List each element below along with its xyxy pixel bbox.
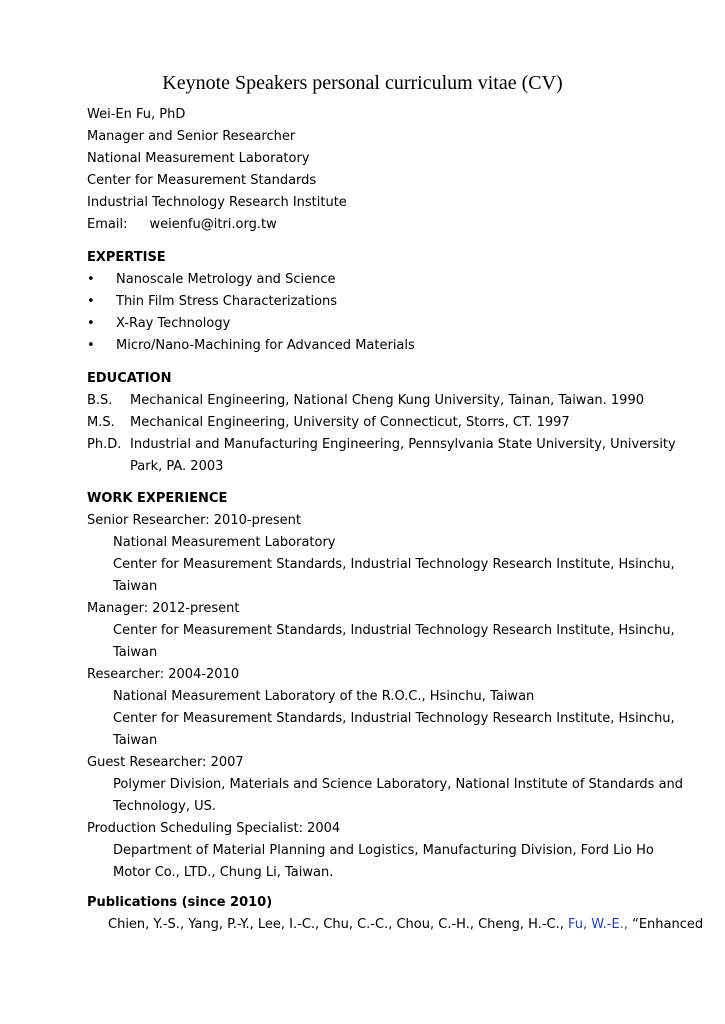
- job-detail: National Measurement Laboratory: [113, 535, 336, 550]
- expertise-item: Micro/Nano-Machining for Advanced Materials: [116, 338, 415, 353]
- job-detail: Taiwan: [113, 579, 158, 594]
- education-heading: EDUCATION: [87, 371, 172, 386]
- expertise-item: X-Ray Technology: [116, 316, 231, 331]
- job-detail: Taiwan: [113, 645, 158, 660]
- degree-label: Ph.D.: [87, 437, 122, 452]
- email-link[interactable]: weienfu@itri.org.tw: [149, 217, 277, 232]
- job-title: Manager: 2012-present: [87, 601, 240, 616]
- bullet-icon: •: [87, 294, 95, 309]
- email-label: Email:: [87, 217, 128, 232]
- degree-detail: Industrial and Manufacturing Engineering, Pennsylvania State University, University: [130, 437, 676, 452]
- expertise-item: Thin Film Stress Characterizations: [116, 294, 338, 309]
- expertise-heading: EXPERTISE: [87, 250, 166, 265]
- job-title: Guest Researcher: 2007: [87, 755, 244, 770]
- bullet-icon: •: [87, 316, 95, 331]
- work-heading: WORK EXPERIENCE: [87, 491, 228, 506]
- publication-authors: Chien, Y.-S., Yang, P.-Y., Lee, I.-C., Chu, C.-C., Chou, C.-H., Cheng, H.-C.,: [108, 917, 564, 932]
- degree-detail: Mechanical Engineering, University of Connecticut, Storrs, CT. 1997: [130, 415, 570, 430]
- job-detail: Center for Measurement Standards, Industrial Technology Research Institute, Hsinchu,: [113, 711, 675, 726]
- contact-institute: Industrial Technology Research Institute: [87, 195, 347, 210]
- job-detail: Motor Co., LTD., Chung Li, Taiwan.: [113, 865, 334, 880]
- degree-detail: Mechanical Engineering, National Cheng Kung University, Tainan, Taiwan. 1990: [130, 393, 644, 408]
- contact-lab: National Measurement Laboratory: [87, 151, 310, 166]
- page-title: Keynote Speakers personal curriculum vitae (CV): [162, 72, 563, 94]
- contact-email-row: [87, 214, 277, 236]
- bullet-icon: •: [87, 272, 95, 287]
- expertise-item: Nanoscale Metrology and Science: [116, 272, 336, 287]
- highlighted-author: Fu, W.-E.,: [568, 917, 628, 932]
- job-detail: Center for Measurement Standards, Industrial Technology Research Institute, Hsinchu,: [113, 557, 675, 572]
- job-title: Senior Researcher: 2010-present: [87, 513, 301, 528]
- job-detail: Department of Material Planning and Logistics, Manufacturing Division, Ford Lio Ho: [113, 843, 654, 858]
- degree-label: M.S.: [87, 415, 115, 430]
- job-detail: Polymer Division, Materials and Science Laboratory, National Institute of Standards and: [113, 777, 684, 792]
- publication-entry: [108, 914, 703, 936]
- contact-center: Center for Measurement Standards: [87, 173, 317, 188]
- degree-detail-cont: Park, PA. 2003: [130, 459, 224, 474]
- job-detail: Technology, US.: [113, 799, 216, 814]
- publications-heading: Publications (since 2010): [87, 895, 273, 910]
- job-title: Researcher: 2004-2010: [87, 667, 240, 682]
- degree-label: B.S.: [87, 393, 113, 408]
- bullet-icon: •: [87, 338, 95, 353]
- contact-position: Manager and Senior Researcher: [87, 129, 296, 144]
- publication-title-start: “Enhanced: [632, 917, 704, 932]
- job-detail: Taiwan: [113, 733, 158, 748]
- job-title: Production Scheduling Specialist: 2004: [87, 821, 341, 836]
- job-detail: Center for Measurement Standards, Industrial Technology Research Institute, Hsinchu,: [113, 623, 675, 638]
- contact-name: Wei-En Fu, PhD: [87, 107, 186, 122]
- job-detail: National Measurement Laboratory of the R.O.C., Hsinchu, Taiwan: [113, 689, 535, 704]
